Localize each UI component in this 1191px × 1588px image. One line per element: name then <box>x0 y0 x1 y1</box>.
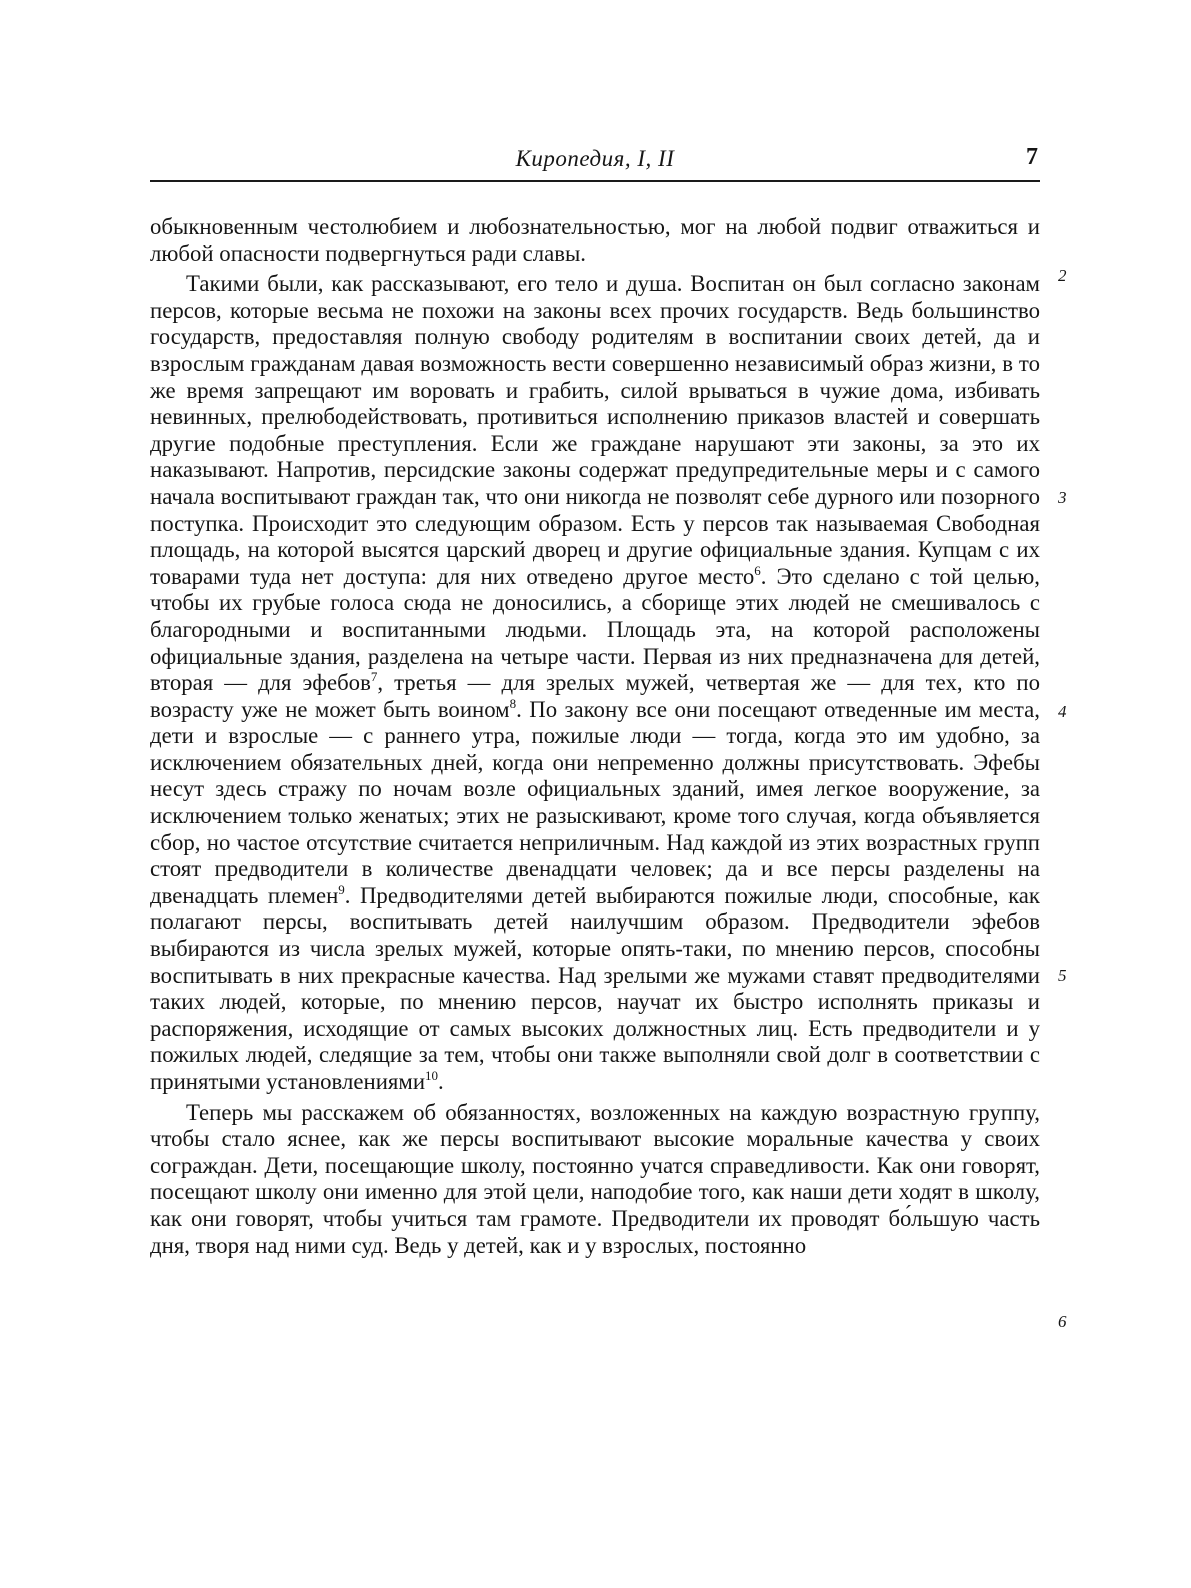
running-head <box>150 146 1040 182</box>
paragraph <box>150 214 1040 267</box>
section-number: 3 <box>1058 488 1067 507</box>
page-number: 7 <box>1026 144 1038 170</box>
body-text <box>150 214 1040 1259</box>
paragraph <box>150 271 1040 1095</box>
text-segment: . <box>438 1069 444 1094</box>
text-segment: . Это сделано с той целью, чтобы их грубые голоса сюда не доносились, а сборище этих людей не смешивалось с благородными и воспитанными людьми. Площадь эта, на которой расположены официальные здания, разделена на четыре части. Первая из них предназначена для детей, вторая — для эфебов <box>150 563 1040 696</box>
section-number: 2 <box>1058 266 1067 285</box>
footnote-ref: 10 <box>425 1068 439 1083</box>
section-number: 5 <box>1058 966 1067 985</box>
section-number: 4 <box>1058 702 1067 721</box>
text-segment: . По закону все они посещают отведенные им места, дети и взрослые — с раннего утра, пожилые люди — тогда, когда это им удобно, за исключением обязательных дней, когда они непременно должны присутствовать. Эфебы несут здесь стражу по ночам возле официальных зданий, имея легкое вооружение, за исключением только женатых; этих не разыскивают, кроме того случая, когда объявляется сбор, но частое отсутствие считается неприличным. Над каждой из этих возрастных групп стоят предводители в количестве двенадцати человек; да и все персы разделены на двенадцать племен <box>150 696 1040 908</box>
footnote-ref: 6 <box>754 562 761 578</box>
footnote-ref: 8 <box>509 695 517 711</box>
text-segment: Теперь мы расскажем об обязанностях, возложенных на каждую возрастную группу, чтобы стало яснее, как же персы воспитывают высокие моральные качества у своих сограждан. Дети, посещающие школу, постоянно учатся справедливости. Как они говорят, посещают школу они именно для этой цели, наподобие того, как наши дети ходят в школу, как они говорят, чтобы учиться там грамоте. Предводители их проводят бо́льшую часть дня, творя над ними суд. Ведь у детей, как и у взрослых, постоянно <box>150 1099 1040 1258</box>
footnote-ref: 7 <box>370 669 378 685</box>
text-segment: Такими были, как рассказывают, его тело и душа. Воспитан он был согласно законам персов, которые весьма не похожи на законы всех прочих государств. Ведь большинство государств, предоставляя полную свободу родителям в воспитании своих детей, да и взрослым гражданам давая возможность вести совершенно независимый образ жизни, в то же время запрещают им воровать и грабить, силой врываться в чужие дома, избивать невинных, прелюбодействовать, противиться исполнению приказов властей и совершать другие подобные преступления. Если же граждане нарушают эти законы, за это их наказывают. Напротив, персидские законы содержат предупредительные меры и с самого начала воспитывают граждан так, что они никогда не позволят себе дурного или позорного поступка. Происходит это следующим образом. Есть у персов так называемая Свободная площадь, на которой высятся царский дворец и другие официальные здания. Купцам с их товарами туда нет доступа: для них отведено другое место <box>150 271 1040 589</box>
text-segment: . Предводителями детей выбираются пожилые люди, способные, как полагают персы, воспитывать детей наилучшим образом. Предводители эфебов выбираются из числа зрелых мужей, которые опять-таки, по мнению персов, способны воспитывать в них прекрасные качества. Над зрелыми же мужами ставят предводителями таких людей, которые, по мнению персов, научат их быстро исполнять приказы и распоряжения, исходящие от самых высоких должностных лиц. Есть предводители и у пожилых людей, следящие за тем, чтобы они также выполняли свой долг в соответствии с принятыми установлениями <box>150 882 1040 1094</box>
running-title: Киропедия, I, II <box>515 146 675 171</box>
section-number: 6 <box>1058 1312 1067 1331</box>
text-segment: обыкновенным честолюбием и любознательностью, мог на любой подвиг отважиться и любой опасности подвергнуться ради славы. <box>150 214 1040 266</box>
footnote-ref: 9 <box>338 881 345 897</box>
paragraph <box>150 1100 1040 1260</box>
text-segment: , третья — для зрелых мужей, четвертая же — для тех, кто по возрасту уже не может быть воином <box>150 670 1041 722</box>
